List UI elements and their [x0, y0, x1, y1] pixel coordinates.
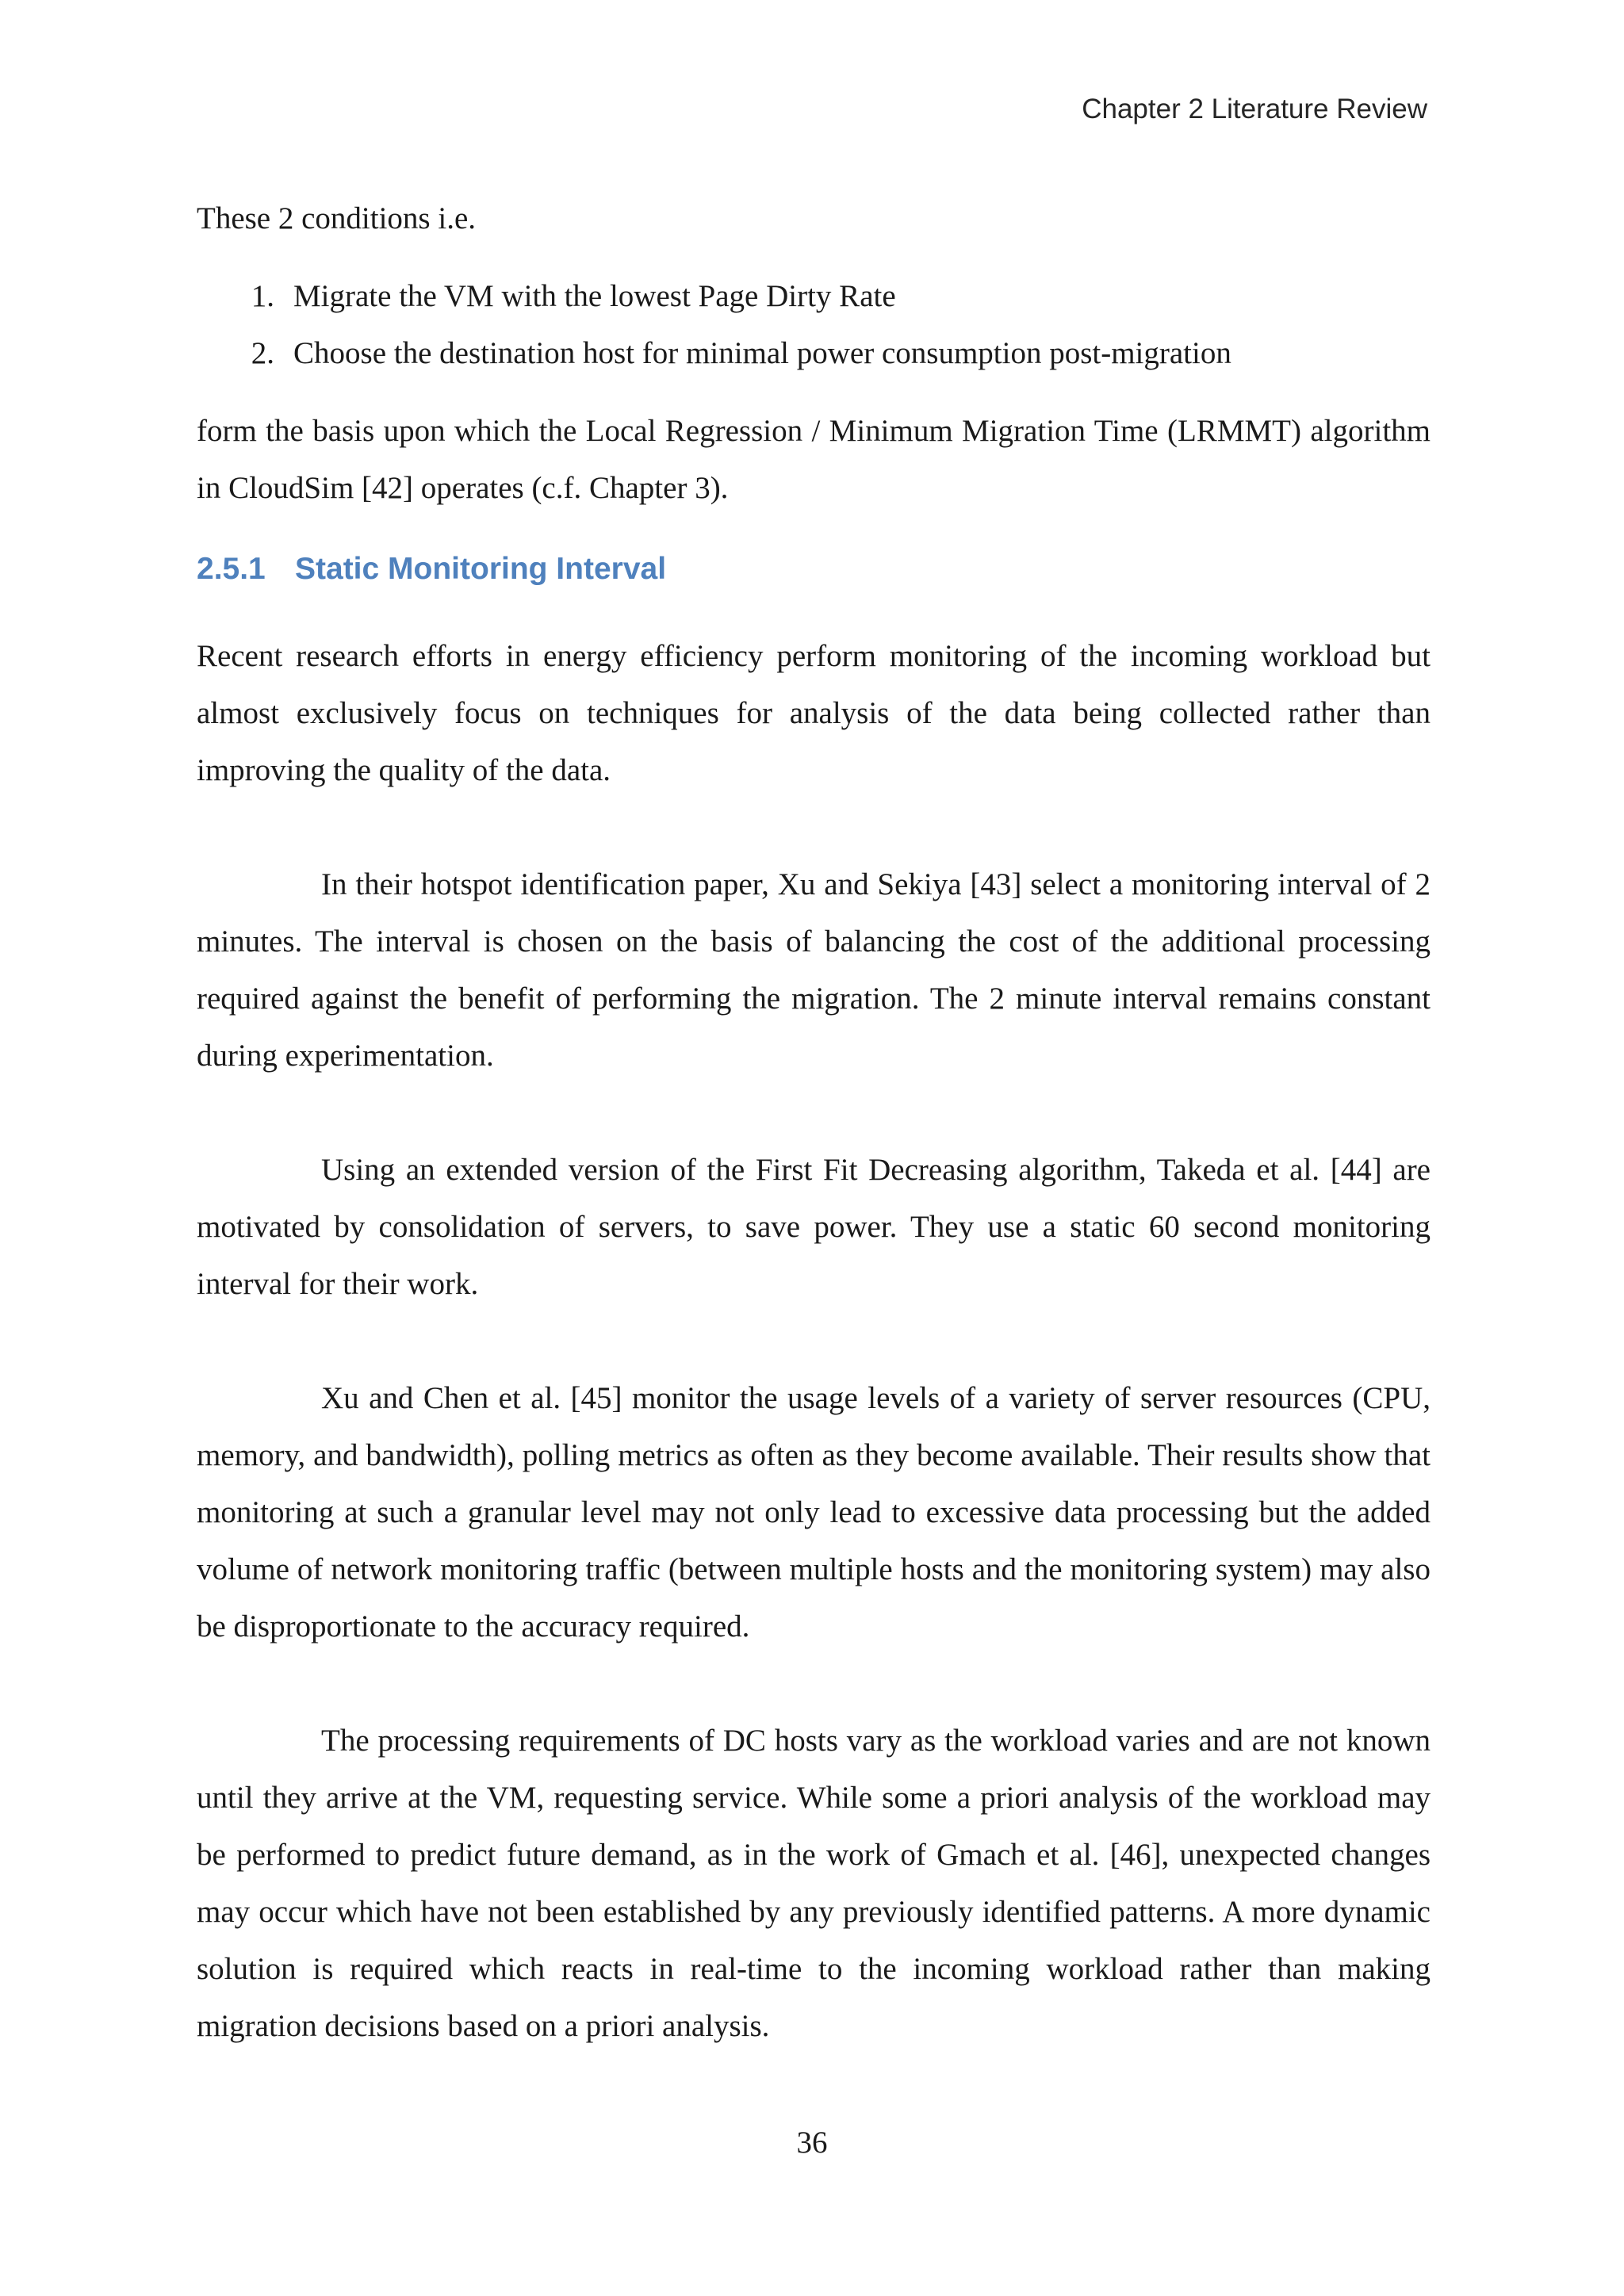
- after-list-paragraph: form the basis upon which the Local Regression / Minimum Migration Time (LRMMT) algorithm in CloudSim [42] operates (c.f. Chapter 3).: [197, 414, 1431, 505]
- body-paragraph: Using an extended version of the First Fit Decreasing algorithm, Takeda et al. [44] are motivated by consolidation of servers, to save power. They use a static 60 second monitoring interval for their work.: [197, 1153, 1431, 1301]
- section-title: Static Monitoring Interval: [295, 552, 667, 586]
- running-header: Chapter 2 Literature Review: [1082, 94, 1427, 124]
- page-body: [197, 190, 1431, 2055]
- conditions-list: [197, 268, 1431, 382]
- body-paragraph: Xu and Chen et al. [45] monitor the usage levels of a variety of server resources (CPU, memory, and bandwidth), polling metrics as often as they become available. Their results show that monitoring at such a granular level may not only lead to excessive data processing but the added volume of network monitoring traffic (between multiple hosts and the monitoring system) may also be disproportionate to the accuracy required.: [197, 1381, 1431, 1644]
- list-item-number: 1.: [251, 279, 274, 313]
- section-number: 2.5.1: [197, 552, 266, 586]
- page-number: 36: [796, 2126, 828, 2160]
- list-item-number: 2.: [251, 336, 274, 370]
- body-paragraph: The processing requirements of DC hosts vary as the workload varies and are not known until they arrive at the VM, requesting service. While some a priori analysis of the workload may be performed to predict future demand, as in the work of Gmach et al. [46], unexpected changes may occur which have not been established by any previously identified patterns. A more dynamic solution is required which reacts in real-time to the incoming workload rather than making migration decisions based on a priori analysis.: [197, 1724, 1431, 2043]
- body-paragraph: Recent research efforts in energy efficiency perform monitoring of the incoming workload but almost exclusively focus on techniques for analysis of the data being collected rather than improving the quality of the data.: [197, 639, 1431, 787]
- list-item: [197, 268, 1431, 325]
- body-paragraph: In their hotspot identification paper, Xu and Sekiya [43] select a monitoring interval of 2 minutes. The interval is chosen on the basis of balancing the cost of the additional processing required against the benefit of performing the migration. The 2 minute interval remains constant during experimentation.: [197, 867, 1431, 1073]
- intro-line: These 2 conditions i.e.: [197, 201, 477, 235]
- list-item-text: Migrate the VM with the lowest Page Dirty Rate: [293, 279, 896, 313]
- section-heading: [197, 547, 1431, 591]
- list-item: [197, 325, 1431, 382]
- list-item-text: Choose the destination host for minimal power consumption post-migration: [293, 336, 1231, 370]
